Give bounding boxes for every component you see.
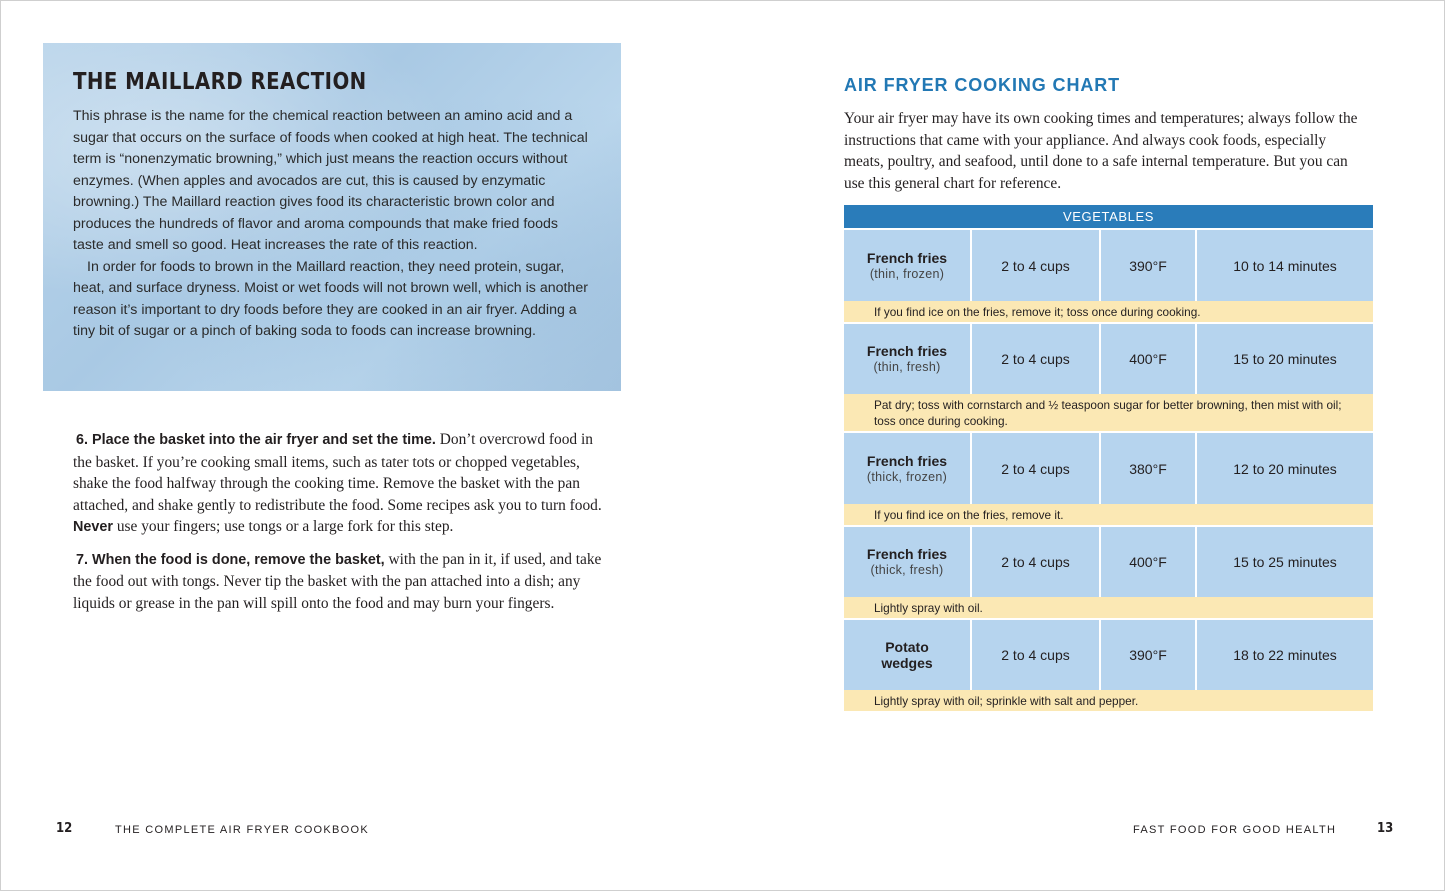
step-text: use your fingers; use tongs or a large fork for this step. (113, 518, 454, 535)
sidebar-paragraph: This phrase is the name for the chemical reaction between an amino acid and a sugar that occurs on the surface of foods when cooked at high heat. The technical term is “nonenzymatic browning,” which just means the reaction occurs without enzymes. (When apples and avocados are cut, this is caused by enzymatic browning.) The Maillard reaction gives food its characteristic brown color and produces the hundreds of flavor and aroma compounds that make fried foods taste and smell so good. Heat increases the rate of this reaction. (73, 108, 588, 253)
instruction-steps (73, 429, 608, 624)
row-note: Lightly spray with oil; sprinkle with salt and pepper. (844, 690, 1373, 711)
food-cell (844, 620, 972, 690)
temperature-cell: 400°F (1101, 324, 1197, 394)
running-head-right: FAST FOOD FOR GOOD HEALTH (1133, 824, 1337, 836)
amount-cell: 2 to 4 cups (972, 324, 1101, 394)
step-number: 6. (76, 432, 89, 448)
time-cell: 10 to 14 minutes (1197, 230, 1373, 301)
table-row (844, 433, 1373, 504)
row-note: Lightly spray with oil. (844, 597, 1373, 618)
step-lead: Place the basket into the air fryer and set the time. (92, 432, 436, 448)
chart-intro: Your air fryer may have its own cooking times and temperatures; always follow the instructions that came with your appliance. And always cook foods, especially meats, poultry, and seafood, until done to a safe internal temperature. But you can use this general chart for reference. (844, 110, 1358, 192)
table-row (844, 527, 1373, 597)
row-note: If you find ice on the fries, remove it. (844, 504, 1373, 525)
table-row (844, 230, 1373, 301)
temperature-cell: 380°F (1101, 433, 1197, 504)
food-name: French fries (866, 546, 948, 562)
amount-cell: 2 to 4 cups (972, 527, 1101, 597)
chart-heading: AIR FRYER COOKING CHART (844, 75, 1121, 95)
food-detail: (thick, frozen) (866, 469, 948, 484)
table-row (844, 324, 1373, 394)
amount-cell: 2 to 4 cups (972, 620, 1101, 690)
food-name: French fries (866, 343, 948, 359)
chart-section-header: VEGETABLES (844, 205, 1373, 228)
amount-cell: 2 to 4 cups (972, 230, 1101, 301)
food-detail: (thin, fresh) (873, 360, 941, 374)
sidebar-body (73, 106, 591, 343)
page-number-right: 13 (1377, 821, 1394, 836)
temperature-cell: 390°F (1101, 230, 1197, 301)
step-lead: When the food is done, remove the basket, (92, 551, 385, 568)
food-cell (844, 324, 972, 394)
page-number-left: 12 (56, 821, 73, 836)
step-emphasis: Never (73, 519, 114, 535)
time-cell: 15 to 25 minutes (1197, 527, 1373, 597)
food-cell (844, 527, 972, 597)
food-cell (844, 433, 972, 504)
step-6 (73, 429, 608, 539)
time-cell: 18 to 22 minutes (1197, 620, 1373, 690)
sidebar-paragraph: In order for foods to brown in the Maillard reaction, they need protein, sugar, heat, and surface dryness. Moist or wet foods will not brown well, which is another reason it’s important to dry foods before they are cooked in an air fryer. Adding a tiny bit of sugar or a pinch of baking soda to foods can increase browning. (73, 258, 588, 339)
sidebar-title: THE MAILLARD REACTION (73, 69, 367, 95)
time-cell: 12 to 20 minutes (1197, 433, 1373, 504)
food-detail: (thick, fresh) (870, 563, 944, 577)
temperature-cell: 400°F (1101, 527, 1197, 597)
food-name: Potato wedges (881, 639, 933, 671)
amount-cell: 2 to 4 cups (972, 433, 1101, 504)
food-cell (844, 230, 972, 301)
step-number: 7. (76, 551, 89, 568)
step-text: with the pan in it, if used, and take the food out with tongs. Never tip the basket with the pan attached into a dish; any liquids or grease in the pan will spill onto the food and may burn your fingers. (73, 550, 602, 612)
food-detail: (thin, frozen) (869, 266, 945, 281)
time-cell: 15 to 20 minutes (1197, 324, 1373, 394)
maillard-sidebar (43, 43, 621, 391)
row-note: If you find ice on the fries, remove it; toss once during cooking. (844, 301, 1373, 322)
cooking-chart-table (844, 205, 1373, 711)
running-head-left: THE COMPLETE AIR FRYER COOKBOOK (115, 824, 370, 836)
step-text: Don’t overcrowd food in the basket. If you’re cooking small items, such as tater tots or chopped vegetables, shake the food halfway through the cooking time. Remove the basket with the pan attached, and shake gently to redistribute the food. Some recipes ask you to turn food. (73, 431, 602, 514)
temperature-cell: 390°F (1101, 620, 1197, 690)
table-row (844, 620, 1373, 690)
food-name: French fries (866, 249, 948, 266)
step-7 (73, 549, 608, 615)
row-note: Pat dry; toss with cornstarch and ½ teaspoon sugar for better browning, then mist with oil; toss once during cooking. (844, 394, 1373, 431)
food-name: French fries (866, 452, 948, 469)
